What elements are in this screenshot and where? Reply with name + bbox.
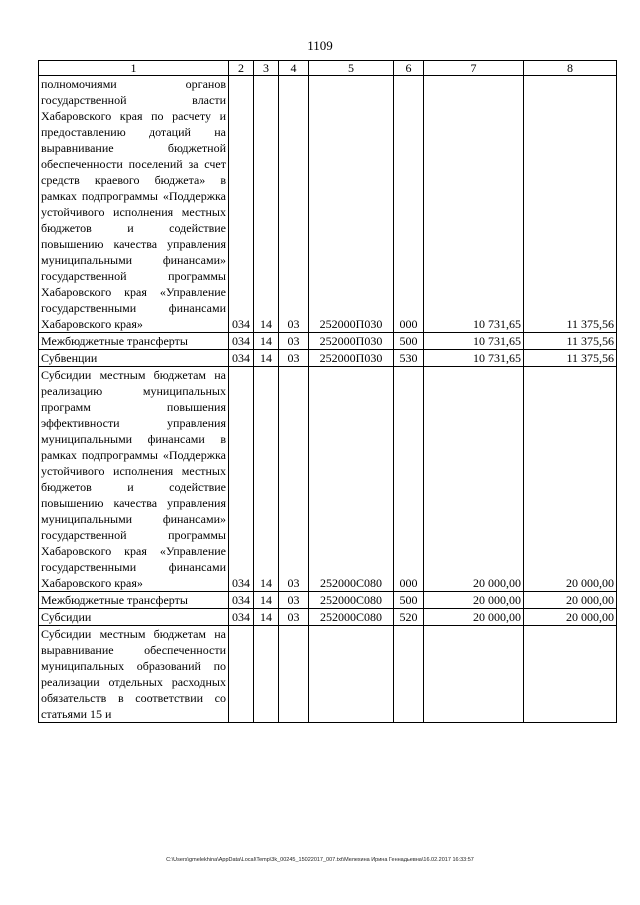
expense-type-code [394,626,424,723]
header-col-8: 8 [524,61,617,76]
target-article-code [309,626,394,723]
expense-type-code: 000 [394,367,424,592]
amount-year-2: 11 375,56 [524,76,617,333]
budget-table [38,60,617,723]
amount-year-2: 11 375,56 [524,333,617,350]
amount-year-2: 11 375,56 [524,350,617,367]
row-description: Межбюджетные трансферты [39,592,229,609]
table-row [39,367,617,592]
table-row [39,333,617,350]
col-3-value: 14 [254,367,279,592]
col-2-value: 034 [229,367,254,592]
amount-year-2: 20 000,00 [524,609,617,626]
col-2-value [229,626,254,723]
target-article-code: 252000П030 [309,350,394,367]
file-path-footer: C:\Users\gmelekhina\AppData\Local\Temp\3k_00245_15022017_007.txt\Мелехина Ирина Геннадьевна\16.02.2017 16:33:57 [166,857,474,863]
col-4-value: 03 [279,367,309,592]
expense-type-code: 530 [394,350,424,367]
header-col-4: 4 [279,61,309,76]
col-2-value: 034 [229,76,254,333]
table-row [39,626,617,723]
col-2-value: 034 [229,592,254,609]
target-article-code: 252000С080 [309,592,394,609]
row-description: Субсидии местным бюджетам на реализацию муниципальных программ повышения эффективности управления муниципальными финансами в рамках подпрограммы «Поддержка устойчивого исполнения местных бюджетов и содействие повышению качества управления муниципальными финансами» государственной программы Хабаровского края «Управление государственными финансами Хабаровского края» [39,367,229,592]
col-4-value: 03 [279,350,309,367]
amount-year-2 [524,626,617,723]
target-article-code: 252000П030 [309,76,394,333]
amount-year-1: 10 731,65 [424,76,524,333]
col-4-value: 03 [279,333,309,350]
amount-year-2: 20 000,00 [524,592,617,609]
target-article-code: 252000С080 [309,609,394,626]
col-3-value: 14 [254,592,279,609]
row-description: Субсидии [39,609,229,626]
amount-year-2: 20 000,00 [524,367,617,592]
col-3-value: 14 [254,333,279,350]
table-row [39,76,617,333]
col-2-value: 034 [229,333,254,350]
col-3-value: 14 [254,76,279,333]
header-col-6: 6 [394,61,424,76]
header-col-5: 5 [309,61,394,76]
expense-type-code: 500 [394,333,424,350]
col-4-value [279,626,309,723]
amount-year-1: 20 000,00 [424,592,524,609]
col-3-value: 14 [254,609,279,626]
header-row [39,61,617,76]
col-2-value: 034 [229,350,254,367]
col-4-value: 03 [279,76,309,333]
amount-year-1: 10 731,65 [424,350,524,367]
col-4-value: 03 [279,609,309,626]
table-row [39,609,617,626]
target-article-code: 252000С080 [309,367,394,592]
amount-year-1: 10 731,65 [424,333,524,350]
target-article-code: 252000П030 [309,333,394,350]
amount-year-1: 20 000,00 [424,609,524,626]
amount-year-1 [424,626,524,723]
row-description: Межбюджетные трансферты [39,333,229,350]
header-col-2: 2 [229,61,254,76]
col-2-value: 034 [229,609,254,626]
col-3-value: 14 [254,350,279,367]
table-row [39,350,617,367]
page-number: 1109 [307,38,333,53]
col-3-value [254,626,279,723]
col-4-value: 03 [279,592,309,609]
expense-type-code: 000 [394,76,424,333]
row-description: Субвенции [39,350,229,367]
row-description: Субсидии местным бюджетам на выравнивание обеспеченности муниципальных образований по реализации отдельных расходных обязательств в соответствии со статьями 15 и [39,626,229,723]
row-description: полномочиями органов государственной власти Хабаровского края по расчету и предоставлению дотаций на выравнивание бюджетной обеспеченности поселений за счет средств краевого бюджета» в рамках подпрограммы «Поддержка устойчивого исполнения местных бюджетов и содействие повышению качества управления муниципальными финансами» государственной программы Хабаровского края «Управление государственными финансами Хабаровского края» [39,76,229,333]
header-col-1: 1 [39,61,229,76]
expense-type-code: 520 [394,609,424,626]
expense-type-code: 500 [394,592,424,609]
amount-year-1: 20 000,00 [424,367,524,592]
table-row [39,592,617,609]
header-col-3: 3 [254,61,279,76]
header-col-7: 7 [424,61,524,76]
